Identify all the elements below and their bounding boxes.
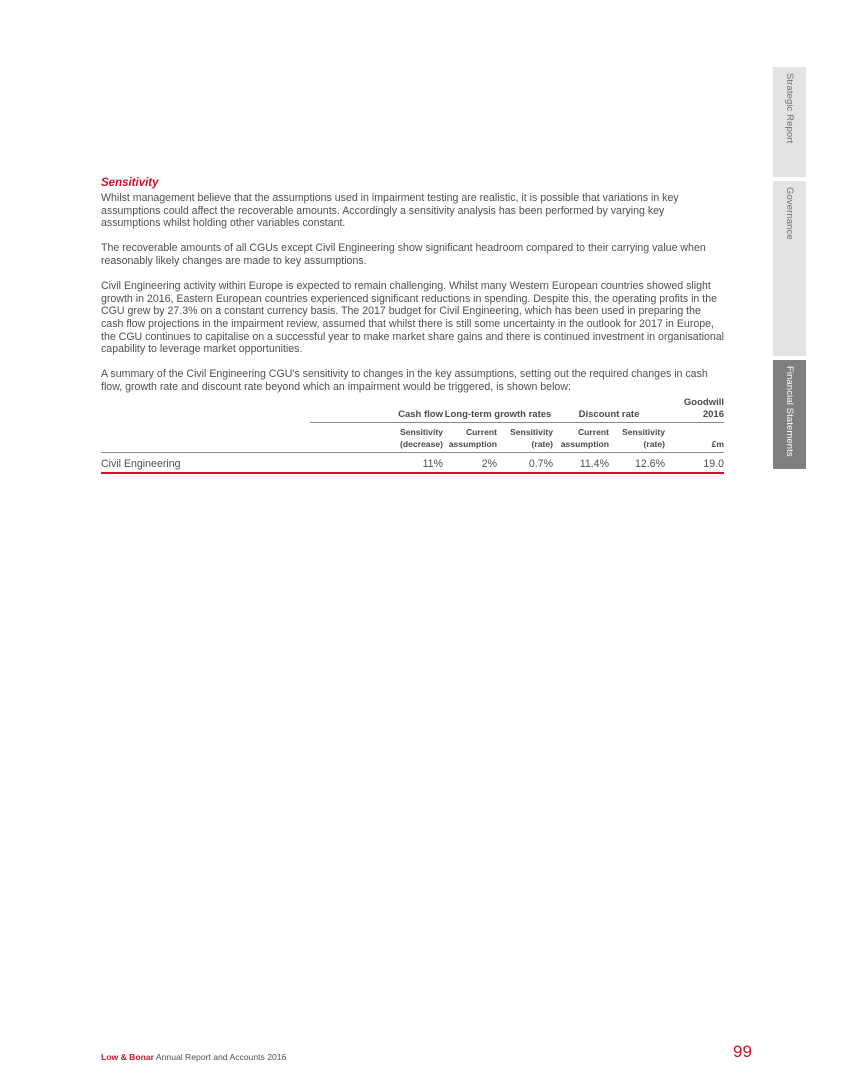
group-header-goodwill [665,397,724,423]
row-label: Civil Engineering [101,453,310,474]
col-header-dr-current: Current assumption [560,427,609,449]
paragraph: The recoverable amounts of all CGUs except Civil Engineering show significant headroom compared to their carrying value when reasonably likely changes are made to key assumptions. [101,242,706,267]
group-header-growth: Long-term growth rates [443,397,553,423]
cell-gr-current: 2% [443,453,497,474]
page-number: 99 [733,1042,752,1061]
tab-label: Strategic Report [784,73,795,144]
tab-governance[interactable] [773,181,806,356]
col-header-dr-sensitivity: Sensitivity (rate) [622,427,665,449]
col-header-cf-sensitivity: Sensitivity (decrease) [400,427,443,449]
col-header-gr-current: Current assumption [448,427,497,449]
footer-text: Annual Report and Accounts 2016 [154,1052,287,1062]
page-footer [101,1052,286,1062]
sensitivity-section [101,176,724,406]
tab-label: Governance [784,187,795,240]
table-corner [101,397,310,423]
paragraph: A summary of the Civil Engineering CGU's sensitivity to changes in the key assumptions, setting out the required changes in cash flow, growth rate and discount rate beyond which an impairment would be triggered, is shown below: [101,368,708,393]
col-header-goodwill-unit: £m [711,439,724,449]
tab-strategic-report[interactable] [773,67,806,177]
cell-dr-sensitivity: 12.6% [609,453,665,474]
tab-label: Financial Statements [784,366,795,457]
cell-dr-current: 11.4% [553,453,609,474]
cell-goodwill: 19.0 [665,453,724,474]
cell-cf-sensitivity: 11% [310,453,443,474]
group-header-cash-flow: Cash flow [310,397,443,423]
col-header-gr-sensitivity: Sensitivity (rate) [510,427,553,449]
goodwill-line2: 2016 [702,408,724,420]
cell-gr-sensitivity: 0.7% [497,453,553,474]
paragraph: Civil Engineering activity within Europe is expected to remain challenging. Whilst many Western European countries showed slight growth in 2016, Eastern European countries experienced significant reductions in spending. Despite this, the operating profits in the CGU grew by 27.3% on a constant currency basis. The 2017 budget for Civil Engineering, which has been used in preparing the cash flow projections in the impairment review, assumed that whilst there is still some uncertainty in the outlook for 2017 in Europe, the CGU continues to capitalise on a successful year to make market share gains and there is continued investment in organisational capability to leverage market opportunities. [101,280,725,356]
table-corner [101,423,310,453]
footer-brand: Low & Bonar [101,1052,154,1062]
sensitivity-table [101,397,724,474]
tab-financial-statements[interactable] [773,360,806,469]
paragraph: Whilst management believe that the assumptions used in impairment testing are realistic, it is possible that variations in key assumptions could affect the recoverable amounts. Accordingly a sensitivity analysis has been performed by varying key assumptions whilst holding other variables constant. [101,192,679,230]
section-heading: Sensitivity [101,177,159,189]
table-row [101,453,724,474]
goodwill-line1: Goodwill [683,397,724,408]
group-header-discount: Discount rate [553,397,665,423]
